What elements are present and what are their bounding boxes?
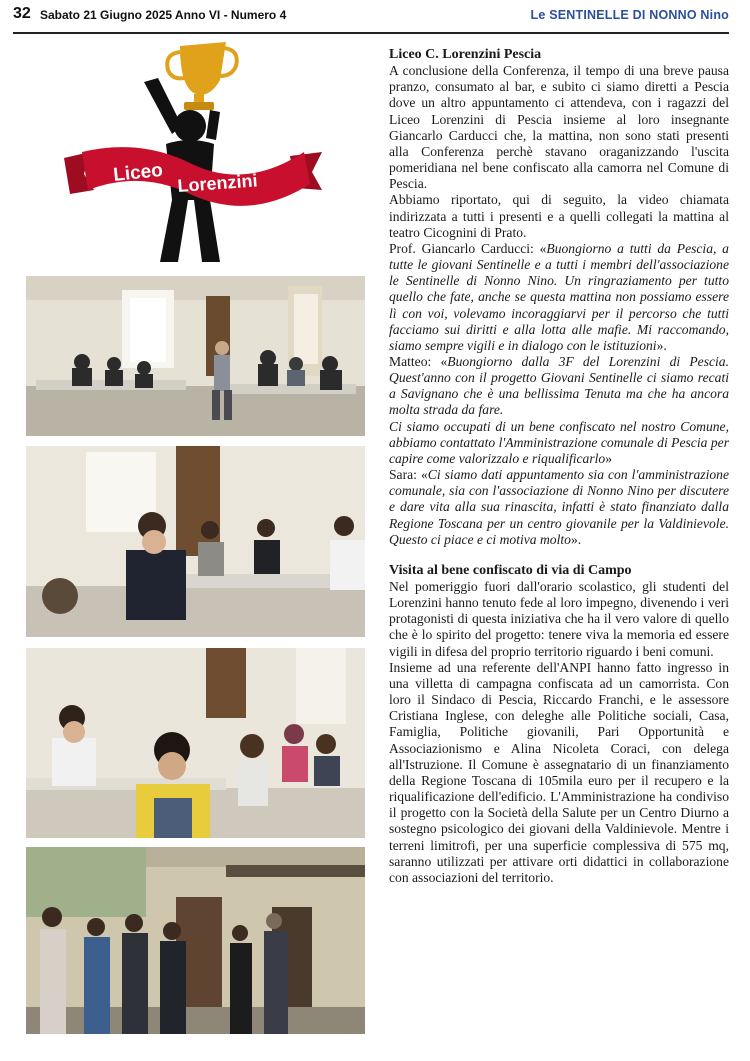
villa-visit-photo — [26, 847, 365, 1034]
header-rule — [13, 32, 729, 34]
speaker-carducci: Prof. Giancarlo Carducci: « — [389, 240, 547, 256]
section-spacer — [389, 548, 729, 563]
article-paragraph-visit: Nel pomeriggio fuori dall'orario scolastico, gli studenti del Lorenzini hanno tenuto fede al loro impegno, divenendo i veri protagonisti di questa iniziativa che ha il vero valore di quello che è lo spirito del progetto: tenere viva la memoria ed essere vigili in difesa del proprio territorio riguardo i beni comuni. — [389, 579, 729, 659]
article-column — [389, 47, 729, 886]
page-number: 32 — [13, 5, 31, 22]
logo-text-liceo: Liceo — [112, 159, 164, 186]
quote-matteo-text-2: Ci siamo occupati di un bene confiscato nel nostro Comune, abbiamo contattato l'Amministrazione comunale di Pescia per capire come valorizzalo e riqualificarlo — [389, 418, 729, 466]
quote-carducci-end: ». — [656, 337, 667, 353]
quote-sara — [389, 467, 729, 548]
speaker-sara: Sara: « — [389, 467, 428, 483]
quote-matteo-end: » — [605, 450, 613, 466]
article-paragraph-anpi: Insieme ad una referente dell'ANPI hanno fatto ingresso in una villetta di campagna confiscata ad un camorrista. Con loro il Sindaco di Pescia, Riccardo Franchi, e le assessore Cristiana Inglese, con deleghe alle Politiche sociali, Casa, Famiglia, Politiche giovanili, Pari Opportunità e Associazionismo e Alina Nicoleta Coraci, con delega all'Istruzione. Il Comune è assegnatario di un finanziamento della Regione Toscana di 105mila euro per il recupero e la riqualificazione dell'edificio. L'Amministrazione ha condiviso il progetto con la Società della Salute per un Centro Diurno a sostegno psicologico dei giovani della Valdinievole. Mentre i terreni limitrofi, per una superficie complessiva di 575 mq, saranno utilizzati per attivare orti didattici in collaborazione con associazioni del territorio. — [389, 659, 729, 885]
liceo-lorenzini-logo — [60, 40, 325, 268]
quote-sara-text: Ci siamo dati appuntamento sia con l'amministrazione comunale, sia con l'associazione di Nonno Nino per discutere e dare vita alla sua rinascita, infatti è stato finanziato dalla Regione Toscana per un centro giovanile per la Valdinievole. Questo ci piace e ci motiva molto — [389, 467, 729, 547]
section-heading-liceo: Liceo C. Lorenzini Pescia — [389, 47, 542, 62]
classroom-photo-3 — [26, 648, 365, 838]
issue-date-line: Sabato 21 Giugno 2025 Anno VI - Numero 4 — [40, 8, 287, 22]
quote-carducci — [389, 241, 729, 354]
trophy-icon — [167, 42, 237, 110]
quote-carducci-text: Buongiorno a tutti da Pescia, a tutte le giovani Sentinelle e a tutti i membri dell'associazione le Sentinelle di Nonno Nino. Un ringraziamento per tutto quello che fate, anche se questa mattina non possiamo essere lì con voi, volevamo incoraggiarvi per il percorso che tutti facciamo sui diritti e alla lotta alle mafie. Mi raccomando, siamo sempre vigili e in dialogo con le istituzioni — [389, 240, 729, 353]
masthead-title: Le SENTINELLE DI NONNO Nino — [530, 8, 729, 22]
quote-matteo-text-1: Buongiorno dalla 3F del Lorenzini di Pescia. Quest'anno con il progetto Giovani Sentinelle ci siamo recati a Savignano che è una bellissima Tenuta ma che ha ancora molta strada da fare. — [389, 353, 729, 418]
classroom-photo-2 — [26, 446, 365, 637]
quote-matteo — [389, 354, 729, 419]
speaker-matteo: Matteo: « — [389, 353, 448, 369]
quote-matteo-continued — [389, 419, 729, 467]
logo-text-lorenzini: Lorenzini — [176, 170, 259, 196]
classroom-photo-1 — [26, 276, 365, 436]
article-paragraph-intro: A conclusione della Conferenza, il tempo di una breve pausa pranzo, consumato al bar, e subito ci siamo diretti a Pescia dove un altro appuntamento ci attendeva, con i ragazzi del Liceo Lorenzini di Pescia insieme al loro insegnante Giancarlo Carducci che, la mattina, non sono stati presenti alla Conferenza perchè stavano oraganizzando l'uscita pomeridiana nel bene confiscato alla camorra nel Comune di Pescia. — [389, 63, 729, 192]
quote-sara-end: ». — [570, 531, 582, 547]
page-header — [13, 5, 729, 31]
section-heading-visita: Visita al bene confiscato di via di Campo — [389, 562, 632, 578]
article-paragraph-videocall: Abbiamo riportato, qui di seguito, la video chiamata indirizzata a tutti i presenti e a quelli collegati la mattina al teatro Cicognini di Prato. — [389, 192, 729, 240]
